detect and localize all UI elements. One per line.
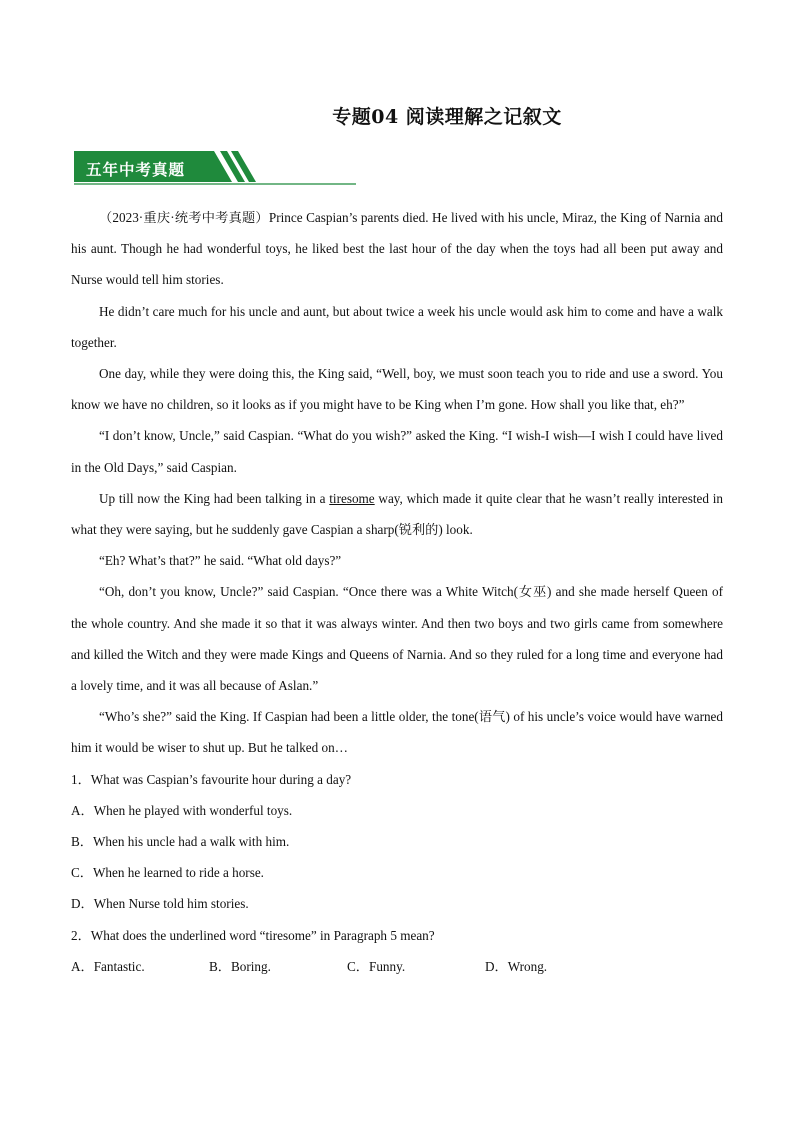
page-title-text: 专题04 阅读理解之记叙文 [332,106,562,128]
section-banner [74,151,356,185]
underlined-word: tiresome [329,490,375,506]
source-tag: （2023·重庆·统考中考真题） [99,210,269,225]
question-1-option-c: C．When he learned to ride a horse. [71,865,264,881]
paragraph-5-text-b: way, which made it quite clear that he wasn’t really interested in what they were saying, but he suddenly gave Caspian a sharp(锐利的) look. [71,490,723,538]
paragraph-8: “Who’s she?” said the King. If Caspian had been a little older, the tone(语气) of his uncle’s voice would have warned him it would be wiser to shut up. But he talked on… [71,709,723,756]
passage-body [71,202,723,982]
paragraph-5-text-a: Up till now the King had been talking in a [99,490,330,506]
question-1-stem: 1．What was Caspian’s favourite hour during a day? [71,771,352,787]
question-2-option-d: D．Wrong. [485,958,548,974]
paragraph-3: One day, while they were doing this, the King said, “Well, boy, we must soon teach you to ride and use a sword. You know we have no children, so it looks as if you might have to be King when I’m gone. How shall you like that, eh?” [71,366,723,413]
paragraph-1 [71,202,723,296]
question-1-option-b: B．When his uncle had a walk with him. [71,834,290,850]
paragraph-2: He didn’t care much for his uncle and aunt, but about twice a week his uncle would ask him to come and have a walk together. [71,303,723,350]
page-title [0,102,794,129]
paragraph-1-text: Prince Caspian’s parents died. He lived with his uncle, Miraz, the King of Narnia and his aunt. Though he had wonderful toys, he liked best the last hour of the day when the toys had all been put away and Nurse would tell him stories. [71,210,723,288]
question-1-option-a: A．When he played with wonderful toys. [71,802,293,818]
question-2-option-a: A．Fantastic. [71,958,145,974]
question-2-options [71,951,723,982]
question-2-stem: 2．What does the underlined word “tiresome” in Paragraph 5 mean? [71,927,435,943]
paragraph-5 [71,483,723,545]
paragraph-7: “Oh, don’t you know, Uncle?” said Caspian. “Once there was a White Witch(女巫) and she made herself Queen of the whole country. And she made it so that it was always winter. And then two boys and two girls came from somewhere and killed the Witch and they were made Kings and Queens of Narnia. And so they ruled for a long time and everyone had a lovely time, and it was all because of Aslan.” [71,584,723,694]
question-2-option-c: C．Funny. [347,958,406,974]
banner-label: 五年中考真题 [86,161,186,179]
question-1-option-d: D．When Nurse told him stories. [71,896,249,912]
paragraph-6: “Eh? What’s that?” he said. “What old days?” [99,553,342,569]
question-2-option-b: B．Boring. [209,958,271,974]
paragraph-4: “I don’t know, Uncle,” said Caspian. “What do you wish?” asked the King. “I wish-I wish—I wish I could have lived in the Old Days,” said Caspian. [71,428,723,475]
